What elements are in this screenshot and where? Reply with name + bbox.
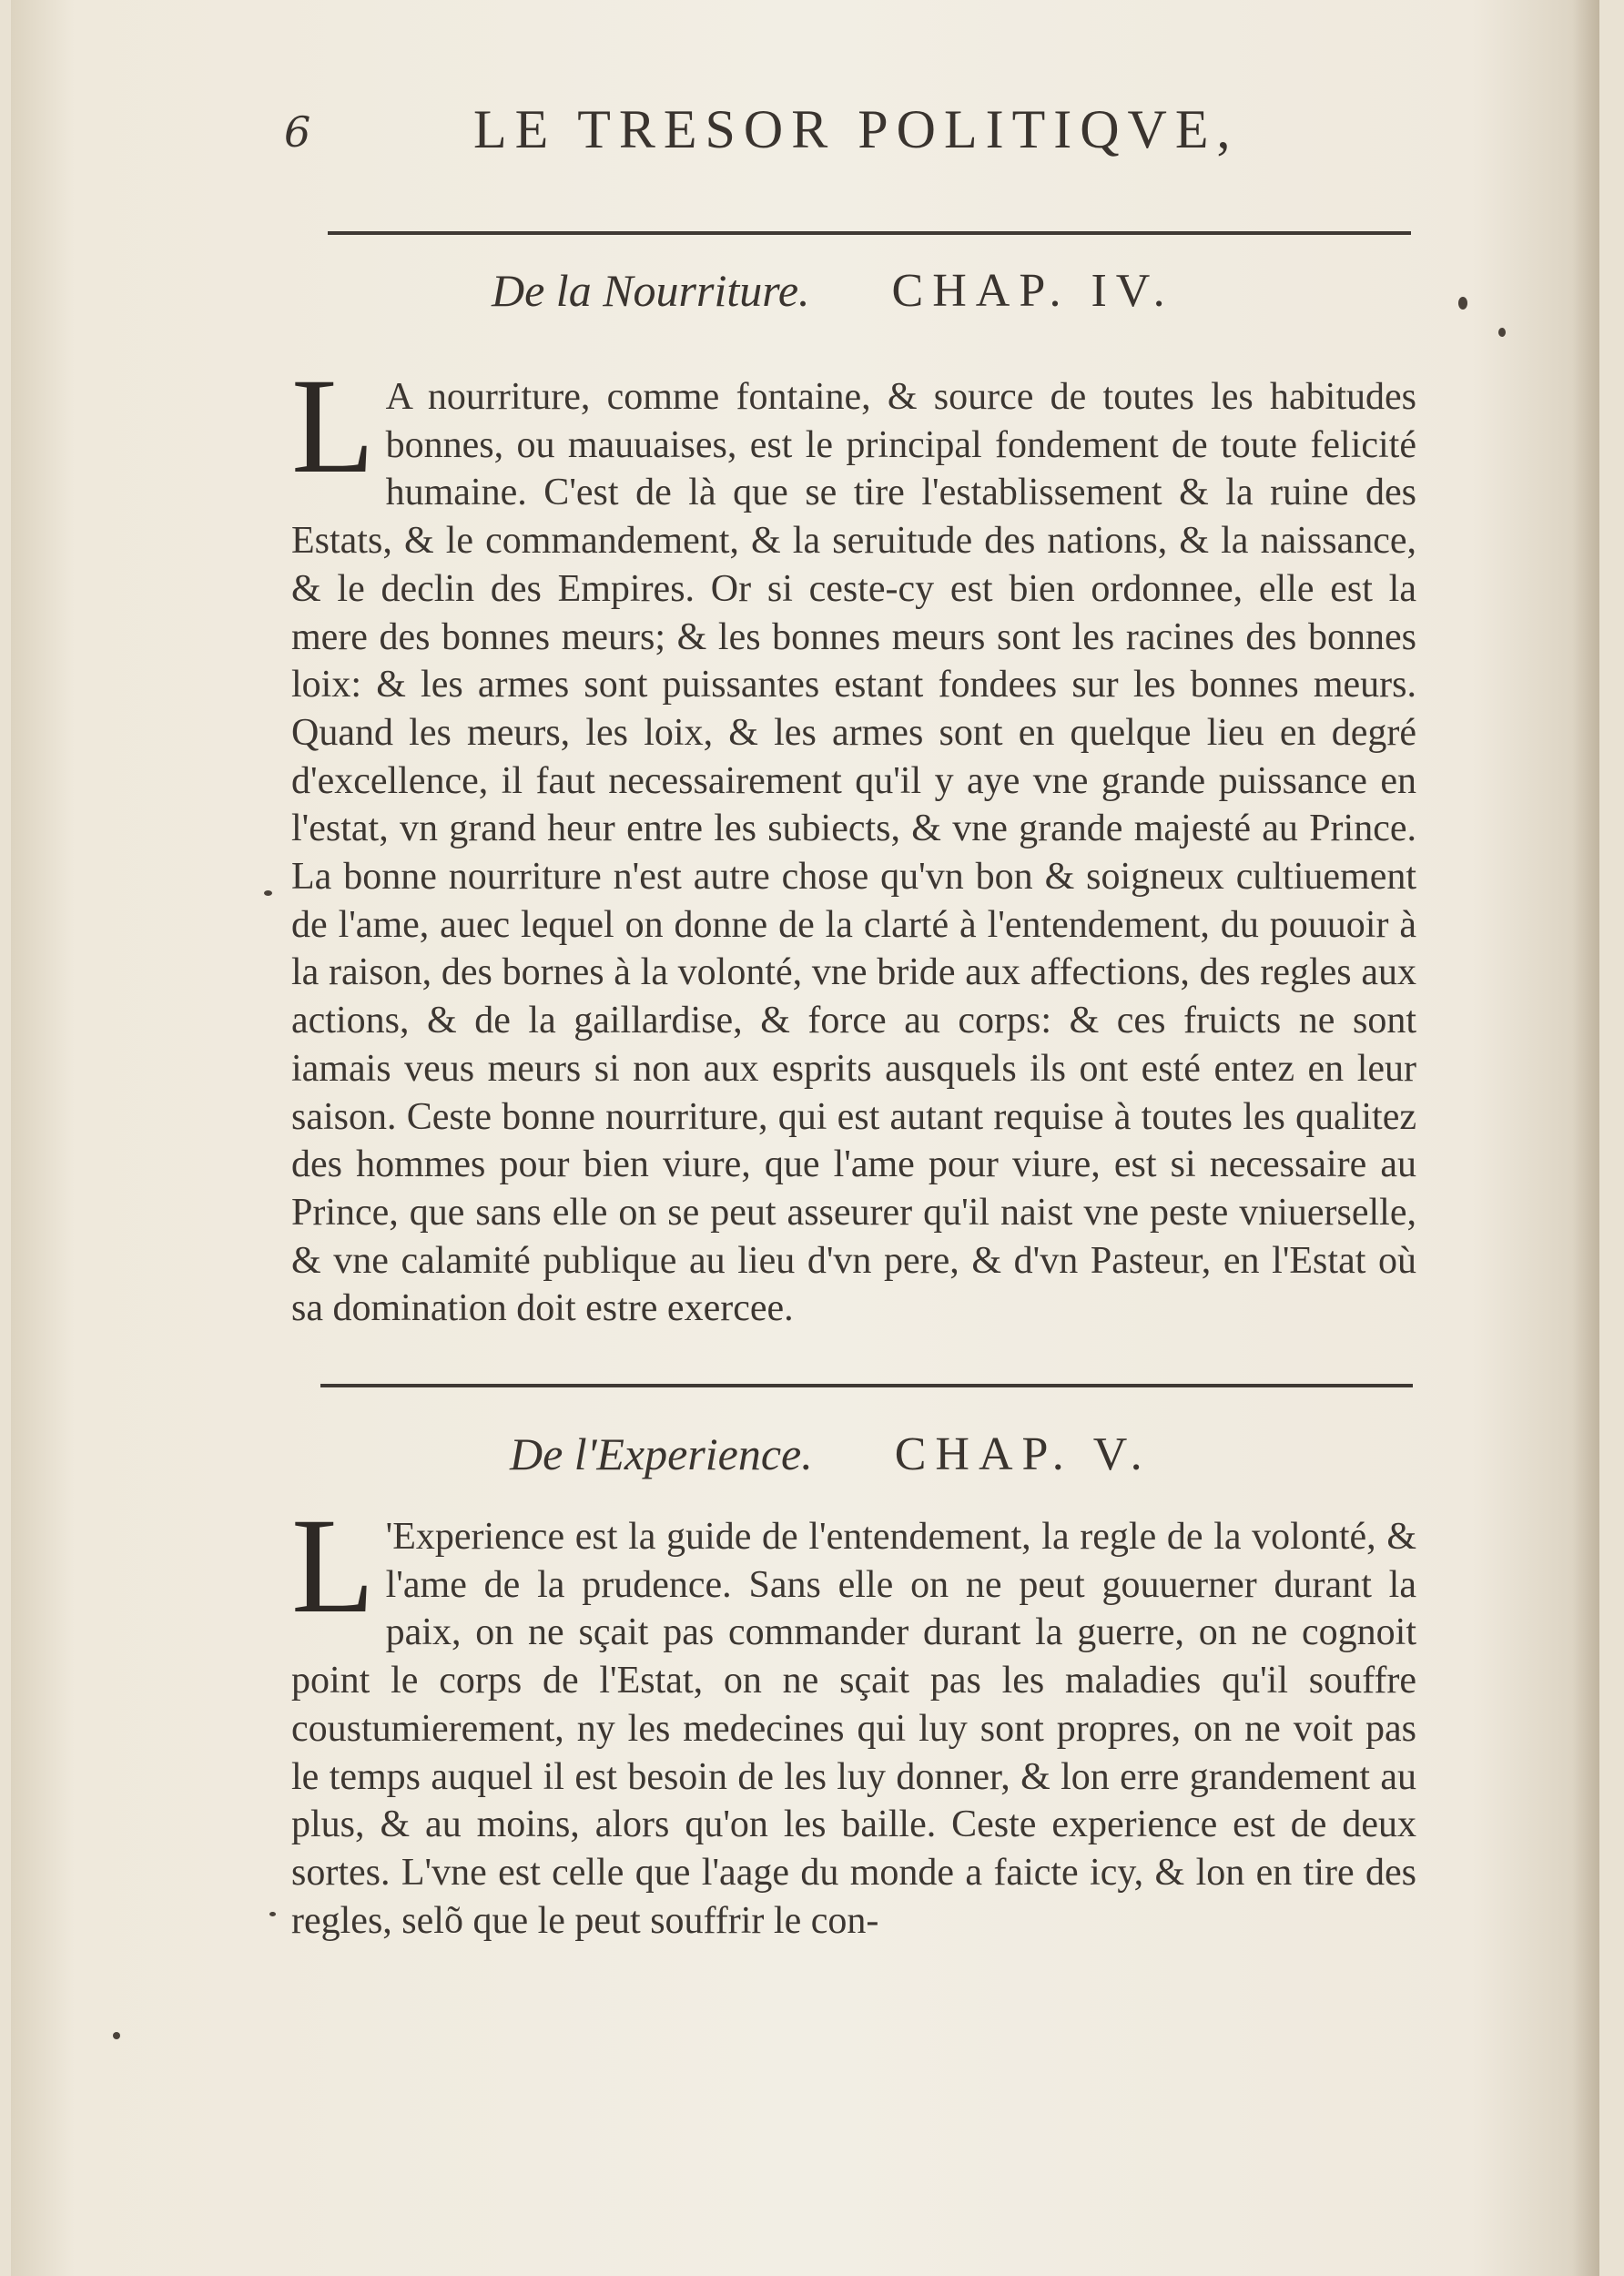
running-title: LE TRESOR POLITIQVE, (473, 99, 1239, 159)
chapter-text: A nourriture, comme fontaine, & source de toutes les habitudes bonnes, ou mauuaises, est le principal fondement de toute felicité humaine. C'est de là que se tire l'establissement & la ruine des Estats, & le commandement, & la seruitude des nations, & la naissance, & le declin des Empires. Or si ceste-cy est bien ordonnee, elle est la mere des bonnes meurs; & les bonnes meurs sont les racines des bonnes loix: & les armes sont puissantes estant fondees sur les bonnes meurs. Quand les meurs, les loix, & les armes sont en quelque lieu en degré d'excellence, il faut necessairement qu'il y aye vne grande puissance en l'estat, vn grand heur entre les subiects, & vne grande majesté au Prince. La bonne nourriture n'est autre chose qu'vn bon & soigneux cultiuement de l'ame, auec lequel on donne de la clarté à l'entendement, du pouuoir à la raison, des bornes à la volonté, vne bride aux affections, des regles aux actions, & de la gaillardise, & force au corps: & ces fruicts ne sont iamais veus meurs si non aux esprits ausquels ils ont esté entez en leur saison. Ceste bonne nourriture, qui est autant requise à toutes les qualitez des hommes pour bien viure, que l'ame pour viure, est si necessaire au Prince, que sans elle on se peut asseurer qu'il naist vne peste vniuerselle, & vne calamité publique au lieu d'vn pere, & d'vn Pasteur, en l'Estat où sa domination doit estre exercee. (291, 376, 1416, 1330)
chapter-heading-v (510, 1428, 1152, 1481)
section-rule (320, 1384, 1413, 1387)
drop-cap: L (291, 1490, 375, 1641)
chapter-title: De l'Experience. (510, 1428, 813, 1479)
page-header (0, 98, 1624, 171)
ink-speck (113, 2032, 120, 2039)
chapter-heading-iv (492, 264, 1174, 318)
drop-cap: L (291, 351, 375, 502)
chapter-body-iv (291, 351, 1416, 1333)
chapter-title: De la Nourriture. (492, 265, 810, 316)
header-rule (328, 231, 1411, 235)
page-number: 6 (284, 107, 311, 157)
ink-speck (269, 1912, 276, 1916)
ink-speck (264, 890, 272, 896)
chapter-number: CHAP. V. (894, 1428, 1152, 1480)
ink-speck (1458, 297, 1467, 310)
chapter-number: CHAP. IV. (891, 265, 1174, 317)
chapter-text: 'Experience est la guide de l'entendement, la regle de la volonté, & l'ame de la prudence. Sans elle on ne peut gouuerner durant la paix, on ne sçait pas commander durant la guerre, on ne cognoit point le corps de l'Estat, on ne sçait pas les maladies qu'il souffre coustumierement, ny les medecines qui luy sont propres, on ne voit pas le temps auquel il est besoin de les luy donner, & lon erre grandement au plus, & au moins, alors qu'on les baille. Ceste experience est de deux sortes. L'vne est celle que l'aage du monde a faicte icy, & lon en tire des regles, selõ que le peut souffrir le con- (291, 1516, 1416, 1942)
ink-speck (1498, 328, 1506, 337)
chapter-body-v (291, 1490, 1416, 1945)
page-edge-shadow (1572, 0, 1599, 2276)
